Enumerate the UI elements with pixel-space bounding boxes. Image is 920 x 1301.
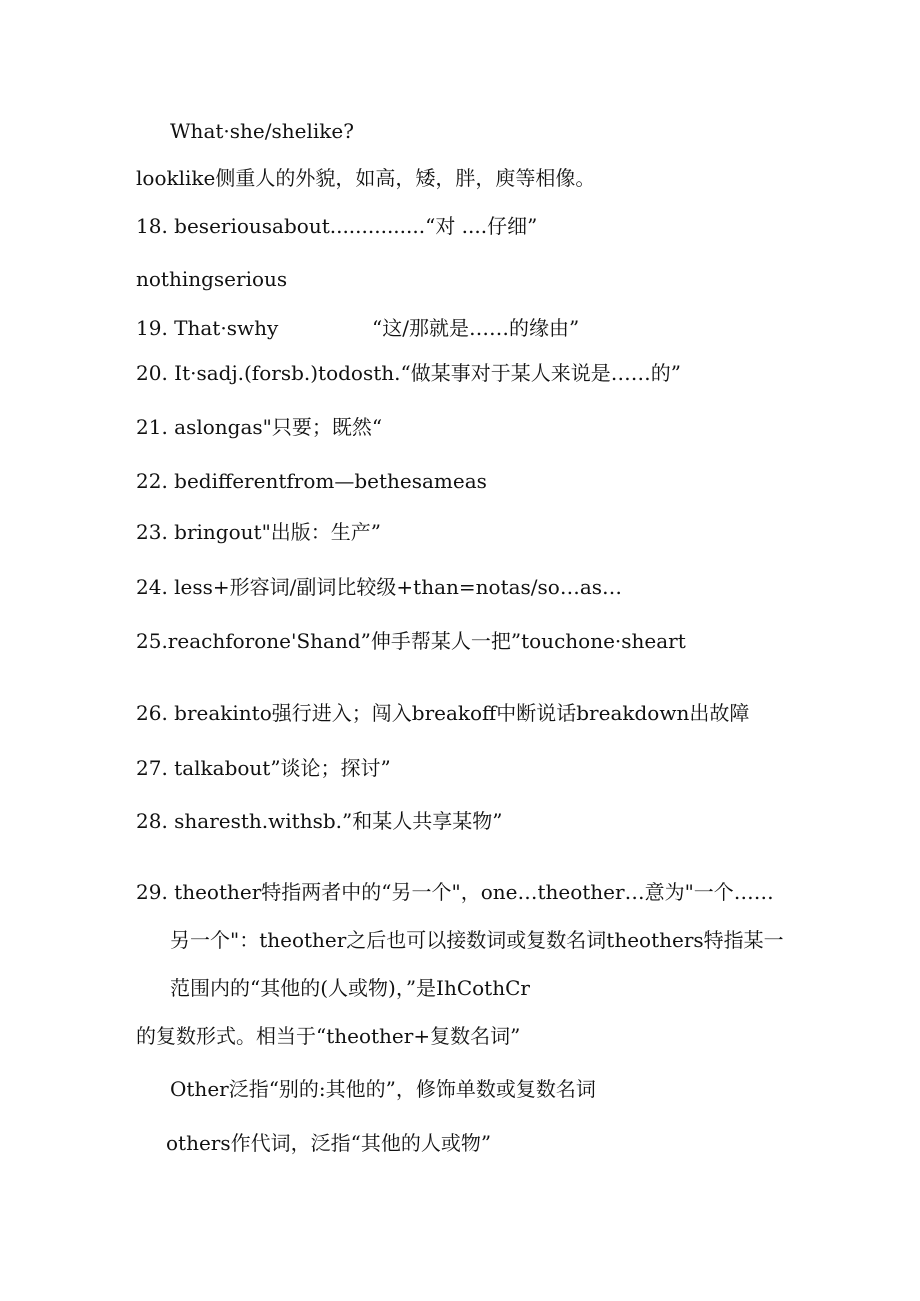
item-19: 19. That·swhy bbox=[136, 316, 279, 340]
item-26: 26. breakinto强行进入；闯入breakoff中断说话breakdown出故障 bbox=[136, 701, 750, 725]
text-line-whats-she-like: What·she/shelike? bbox=[170, 119, 354, 143]
item-20: 20. It·sadj.(forsb.)todosth.“做某事对于某人来说是……的” bbox=[136, 361, 681, 385]
text-line-looklike: looklike侧重人的外貌，如高，矮，胖，庾等相像。 bbox=[136, 166, 596, 190]
text-line-others: others作代词，泛指“其他的人或物” bbox=[166, 1131, 492, 1155]
item-24: 24. less+形容词/副词比较级+than=notas/so…as… bbox=[136, 575, 623, 599]
item-27: 27. talkabout”谈论；探讨” bbox=[136, 756, 391, 780]
item-22: 22. bedifferentfrom—bethesameas bbox=[136, 469, 487, 493]
item-19-meaning: “这/那就是……的缘由” bbox=[372, 316, 580, 340]
item-23: 23. bringout"出版：生产” bbox=[136, 520, 381, 544]
item-18: 18. beseriousabout...............“对 ....仔细” bbox=[136, 214, 538, 238]
item-28: 28. sharesth.withsb.”和某人共享某物” bbox=[136, 809, 503, 833]
item-29-line-4: 的复数形式。相当于“theother+复数名词” bbox=[136, 1024, 521, 1048]
text-line-nothingserious: nothingserious bbox=[136, 267, 288, 291]
item-29-line-1: 29. theother特指两者中的“另一个"，one…theother…意为"一个…… bbox=[136, 880, 774, 904]
text-line-other: Other泛指“别的:其他的”，修饰单数或复数名词 bbox=[170, 1077, 596, 1101]
item-29-line-2: 另一个"：theother之后也可以接数词或复数名词theothers特指某一 bbox=[170, 928, 784, 952]
item-21: 21. aslongas"只要；既然“ bbox=[136, 415, 383, 439]
item-29-line-3: 范围内的“其他的(人或物)，”是IhCothCr bbox=[170, 976, 530, 1000]
item-25: 25.reachforone'Shand”伸手帮某人一把”touchone·sheart bbox=[136, 629, 686, 653]
